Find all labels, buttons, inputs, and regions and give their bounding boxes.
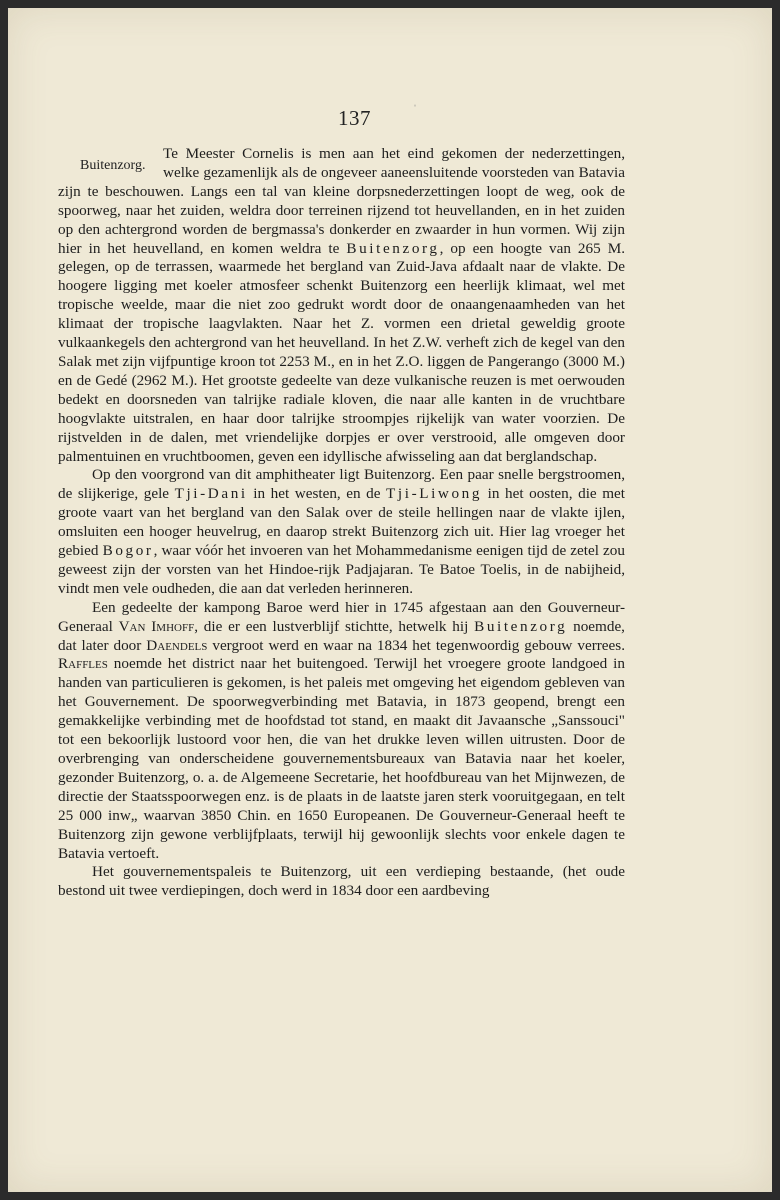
paragraph: [58, 863, 625, 901]
spaced-name: Tji-Dani: [174, 485, 248, 503]
small-caps-name: Raffles: [58, 655, 108, 673]
small-caps-name: Daendels: [146, 636, 208, 654]
book-page: [8, 8, 772, 1192]
text-run: vergroot werd en waar na 1834 het tegenwoordig gebouw verrees.: [207, 636, 625, 654]
page-number: 137: [338, 106, 371, 130]
spaced-name: Buitenzorg: [346, 239, 440, 257]
paragraph: [58, 145, 625, 466]
text-run: Te Meester Cornelis is men aan het eind gekomen der nederzettingen, welke gezamenlijk als de ongeveer aaneensluitende voorsteden van Batavia zijn te beschouwen. Langs een tal van kleine dorpsnederzettingen loopt de weg, ook de spoorweg, naar het zuiden, weldra door terreinen rijzend tot heuvellanden, en in het zuiden op den achtergrond worden de bergmassa's donkerder en zwaarder in hun vormen. Wij zijn hier in het heuvelland, en komen weldra te: [58, 145, 625, 257]
spaced-name: Bogor: [102, 542, 154, 560]
small-caps-name: Van Imhoff: [118, 617, 195, 635]
margin-mark: ˈ: [413, 102, 417, 116]
text-run: , op een hoogte van 265 M. gelegen, op de terrassen, waarmede het bergland van Zuid-Java afdaalt naar de vlakte. De hoogere ligging met koeler atmosfeer schenkt Buitenzorg een heerlijk klimaat, wel met tropische weelde, maar die niet zoo gedrukt wordt door de onaangenaamheden van het klimaat der tropische laagvlakten. Naar het Z. vormen een drietal geweldig groote vulkaankegels den achtergrond van het heuvelland. In het Z.W. verheft zich de kegel van den Salak met zijn vijfpuntige kroon tot 2253 M., en in het Z.O. liggen de Pangerango (3000 M.) en de Gedé (2962 M.). Het grootste gedeelte van deze vulkanische reuzen is met oerwouden bedekt en doorsneden van talrijke radiale kloven, die naar alle kanten in de vruchtbare hoogvlakte uitstralen, en haar door talrijke stroompjes rijkelijk van water voorzien. De rijstvelden in de dalen, met vriendelijke dorpjes er over verstrooid, alle omgeven door palmentuinen en vruchtboomen, geven een idyllische afwisseling aan dat berglandschap.: [58, 239, 626, 465]
text-run: Het gouvernementspaleis te Buitenzorg, uit een verdieping bestaande, (het oude bestond uit twee verdiepingen, doch werd in 1834 door een aardbeving: [58, 863, 625, 900]
text-run: noemde het district naar het buitengoed. Terwijl het vroegere groote landgoed in handen van particulieren is gekomen, is het paleis met omgeving het eigendom gebleven van het Gouvernement. De spoorwegverbinding met Batavia, in 1873 geopend, brengt een gemakkelijke verbinding met de hoofdstad tot stand, en maakt dit Javaansche „Sanssouci" tot een bekoorlijk lustoord voor hen, die van het drukke leven willen uitrusten. Door de overbrenging van onderscheidene gouvernementsbureaux van Batavia naar het koeler, gezonder Buitenzorg, o. a. de Algemeene Secretarie, het hoofdbureau van het Mijnwezen, de directie der Staatsspoorwegen enz. is de plaats in de laatste jaren sterk vooruitgegaan, en telt 25 000 inw„ waarvan 3850 Chin. en 1650 Europeanen. De Gouverneur-Generaal heeft te Buitenzorg zijn gewone verblijfplaats, terwijl hij gewoonlijk slechts voor enkele dagen te Batavia vertoeft.: [58, 655, 625, 862]
text-run: in het oosten, die met groote vaart van het bergland van den Salak over de steile hellingen naar de vlakte ijlen, omsluiten een hooger heuvelrug, en daarop strekt Buitenzorg zich uit. Hier lag vroeger het gebied: [58, 485, 625, 560]
text-run: noemde, dat later door: [58, 617, 625, 654]
text-run: Een gedeelte der kampong Baroe werd hier in 1745 afgestaan aan den Gouverneur-Generaal: [58, 598, 625, 635]
spaced-name: Buitenzorg: [474, 617, 568, 635]
spaced-name: Tji-Liwong: [386, 485, 483, 503]
paragraph: [58, 599, 625, 864]
paragraph: [58, 466, 625, 598]
text-run: Op den voorgrond van dit amphitheater ligt Buitenzorg. Een paar snelle bergstroomen, de slijkerige, gele: [58, 466, 625, 503]
margin-note-spacer: [58, 145, 163, 181]
margin-note: Buitenzorg.: [80, 158, 146, 173]
text-run: , waar vóór het invoeren van het Mohammedanisme eenigen tijd de zetel zou geweest zijn der vorsten van het Hindoe-rijk Padjajaran. Te Batoe Toelis, in de nabijheid, vindt men vele oudheden, die aan dat verleden herinneren.: [58, 542, 625, 597]
text-run: in het westen, en de: [247, 485, 387, 503]
text-run: , die er een lustverblijf stichtte, hetwelk hij: [194, 617, 475, 635]
body-text: [58, 145, 625, 901]
